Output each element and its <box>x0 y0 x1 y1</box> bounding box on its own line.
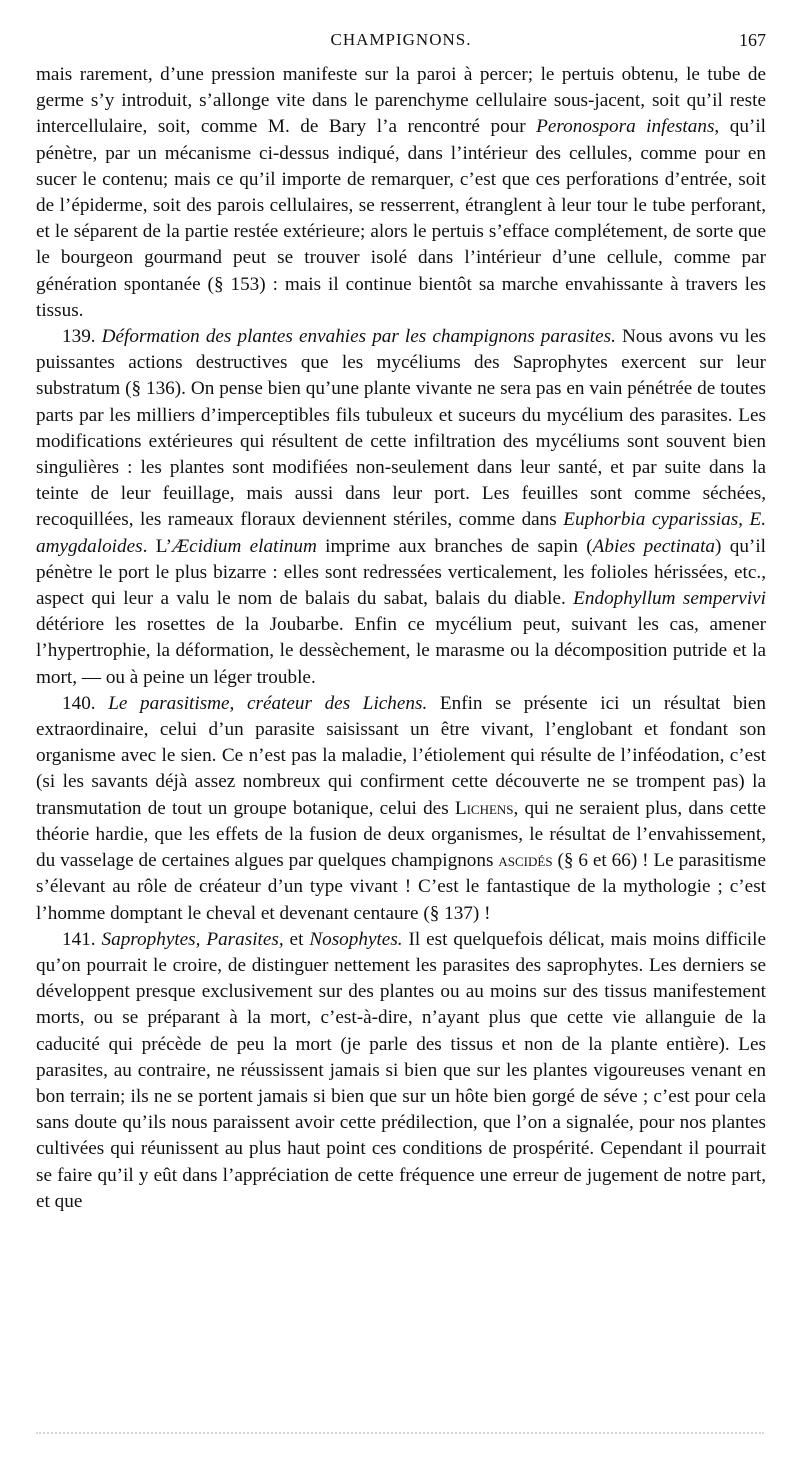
italic-text: Saprophytes, Parasites, <box>101 928 284 950</box>
page-number: 167 <box>739 30 766 50</box>
text-run: imprime aux branches de sapin ( <box>316 535 593 557</box>
italic-text: Nosophytes. <box>309 928 403 950</box>
bottom-rule <box>36 1432 764 1438</box>
italic-text: Peronospora infestans <box>536 116 715 138</box>
italic-text: Abies pectinata <box>592 535 716 557</box>
text-run: , qui ne seraient plus, dans cette théorie hardie, que les effets de la fusion de deux organismes, le résultat de l’envahissement, du vasselage de certaines algues par quelques champignons <box>36 797 766 872</box>
italic-text: Le parasitisme, créateur des Lichens. <box>108 692 428 714</box>
italic-text: Æcidium elatinum <box>172 535 317 557</box>
paragraph-section-140 <box>36 691 766 927</box>
page-header <box>36 26 766 56</box>
italic-text: Déformation des plantes envahies par les champignons parasites. <box>101 326 616 348</box>
text-run: 140. <box>62 692 109 714</box>
book-page <box>36 26 766 1215</box>
text-run: , qu’il pénètre, par un mécanisme ci-dessus indiqué, dans l’intérieur des cellules, comme pour en sucer le contenu; mais ce qu’il importe de remarquer, c’est que ces perforations d’entrée, soit de l’épiderme, soit des parois cellulaires, se resserrent, étranglent à leur tour le tube perforant, et le séparent de la partie restée extérieure; alors le pertuis s’efface complétement, de sorte que le bourgeon gourmand peut se trouver isolé dans l’intérieur d’une cellule, comme par génération spontanée (§ 153) : mais il continue bientôt sa marche envahissante à travers les tissus. <box>36 116 766 321</box>
text-run: (§ 6 et 66) ! Le parasitisme s’élevant au rôle de créateur d’un type vivant ! C’est le fantastique de la mythologie ; c’est l’homme domptant le cheval et devenant centaure (§ 137) ! <box>36 850 766 924</box>
italic-text: Endophyllum sempervivi <box>573 588 766 610</box>
text-run: détériore les rosettes de la Joubarbe. Enfin ce mycélium peut, suivant les cas, amener l’hypertrophie, la déformation, le dessèchement, le marasme ou la décomposition putride et la mort, — ou à peine un léger trouble. <box>36 614 766 688</box>
text-run: Enfin se présente ici un résultat bien extraordinaire, celui d’un parasite saisissant un être vivant, l’englobant et fondant son organisme avec le sien. Ce n’est pas la maladie, l’étiolement qui résulte de l’inféodation, c’est (si les savants déjà assez nombreux qui confirment cette découverte ne se trompent pas) la transmutation de tout un groupe botanique, celui des <box>36 692 766 819</box>
running-title: CHAMPIGNONS. <box>330 30 472 49</box>
text-run: 141. <box>62 928 102 950</box>
text-run: ) qu’il pénètre le port le plus bizarre : elles sont redressées verticalement, les folioles hérissées, etc., aspect qui leur a valu le nom de balais du sabat, balais du diable. <box>36 535 766 610</box>
body-text <box>36 62 766 1215</box>
paragraph-section-141 <box>36 927 766 1215</box>
smallcaps-text: Lichens <box>454 797 514 819</box>
smallcaps-text: ascidés <box>498 850 553 872</box>
text-run: . L’ <box>142 535 173 557</box>
text-run: 139. <box>62 326 102 348</box>
paragraph-continuation <box>36 62 766 324</box>
text-run: Il est quelquefois délicat, mais moins difficile qu’on pourrait le croire, de distinguer nettement les parasites des saprophytes. Les derniers se développent presque exclusivement sur des plantes ou au moins sur des tissus manifestement morts, ou se préparant à la mort, c’est-à-dire, n’ayant plus que cette vie allanguie de la caducité qui précède de peu la mort (je parle des tissus et non de la plante entière). Les parasites, au contraire, ne réussissent jamais si bien que sur les plantes vigoureuses venant en bon terrain; ils ne se portent jamais si bien que sur un hôte bien gorgé de séve ; c’est pour cela sans doute qu’ils nous paraissent avoir cette prédilection, que l’on a signalée, pour nos plantes cultivées qui réunissent au plus haut point ces conditions de prospérité. Cependant il pourrait se faire qu’il y eût dans l’appréciation de cette fréquence une erreur de jugement de notre part, et que <box>36 928 766 1212</box>
text-run: Nous avons vu les puissantes actions destructives que les mycéliums des Saprophytes exercent sur leur substratum (§ 136). On pense bien qu’une plante vivante ne sera pas en vain pénétrée de toutes parts par les milliers d’imperceptibles fils tubuleux et suceurs du mycélium des parasites. Les modifications extérieures qui résultent de cette infiltration des mycéliums sont souvent bien singulières : les plantes sont modifiées non-seulement dans leur santé, et par suite dans la teinte de leur feuillage, mais aussi dans leur port. Les feuilles sont comme séchées, recoquillées, les rameaux floraux deviennent stériles, comme dans <box>36 326 767 531</box>
paragraph-section-139 <box>36 324 766 691</box>
text-run: et <box>283 928 310 950</box>
italic-text: Euphorbia cyparissias, E. amygdaloides <box>36 509 766 557</box>
text-run: mais rarement, d’une pression manifeste sur la paroi à percer; le pertuis obtenu, le tube de germe s’y introduit, s’allonge vite dans le parenchyme cellulaire sous-jacent, soit qu’il reste intercellulaire, soit, comme M. de Bary l’a rencontré pour <box>36 64 766 138</box>
